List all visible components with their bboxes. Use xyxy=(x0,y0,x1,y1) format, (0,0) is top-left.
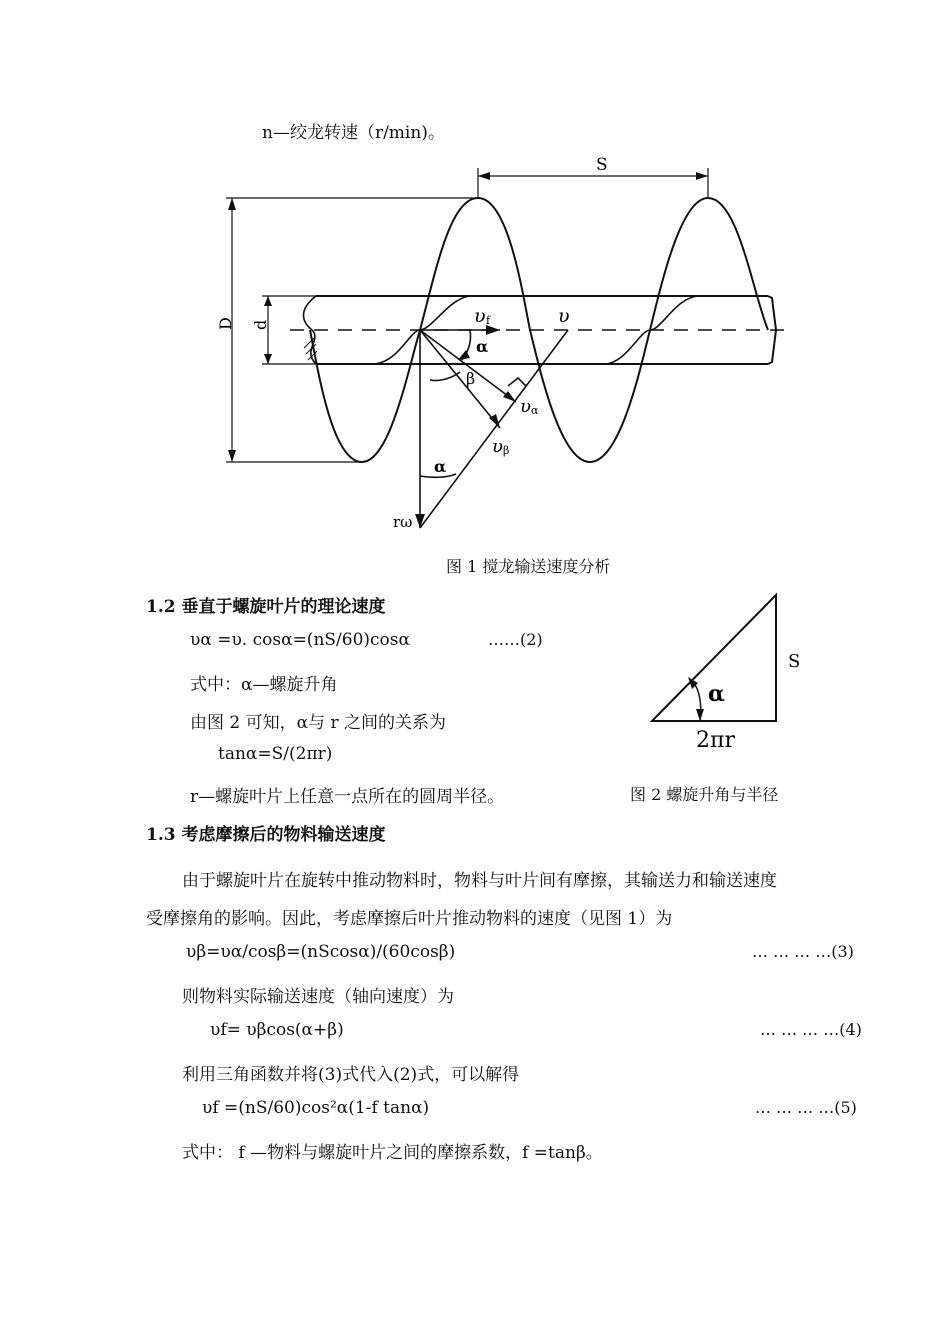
right-angle-mark xyxy=(508,378,526,386)
label-v-alpha-sub: α xyxy=(531,404,539,417)
axial-velocity-line: 则物料实际输送速度（轴向速度）为 xyxy=(182,987,454,1007)
label-D: D xyxy=(216,317,235,330)
equation-4: υf= υβcos(α+β) xyxy=(210,1020,344,1040)
fig2-label-alpha: α xyxy=(708,681,725,707)
figure-2-caption: 图 2 螺旋升角与半径 xyxy=(630,785,779,804)
label-vf-sub: f xyxy=(486,314,491,327)
para-1-line-2: 受摩擦角的影响。因此，考虑摩擦后叶片推动物料的速度（见图 1）为 xyxy=(146,909,673,929)
figure-1-caption: 图 1 搅龙输送速度分析 xyxy=(446,557,611,576)
label-S: S xyxy=(596,155,608,175)
equation-5: υf =(nS/60)cos²α(1-f tanα) xyxy=(202,1098,430,1118)
label-v-beta: υ xyxy=(492,436,503,457)
fig2-label-base: 2πr xyxy=(696,728,735,753)
figure-2-triangle xyxy=(640,585,840,760)
substitution-line: 利用三角函数并将(3)式代入(2)式，可以解得 xyxy=(182,1065,520,1085)
fig2-label-S: S xyxy=(788,651,801,672)
equation-2-number: ……(2) xyxy=(488,630,543,649)
vector-v-hyp xyxy=(420,330,568,528)
heading-1-3: 1.3 考虑摩擦后的物料输送速度 xyxy=(146,825,386,845)
label-d: d xyxy=(251,319,270,330)
figure-1-screw-diagram xyxy=(0,0,950,560)
helix-blade-lower-left xyxy=(362,330,420,462)
equation-5-number: … … … …(5) xyxy=(755,1098,857,1117)
label-v-beta-sub: β xyxy=(503,444,510,457)
label-v: υ xyxy=(558,305,570,327)
label-r-omega: rω xyxy=(393,513,413,531)
relation-line: 由图 2 可知，α与 r 之间的关系为 xyxy=(190,713,447,733)
label-alpha-upper: α xyxy=(476,337,489,356)
r-definition: r—螺旋叶片上任意一点所在的圆周半径。 xyxy=(190,787,505,807)
equation-2: υα =υ. cosα=(nS/60)cosα xyxy=(190,630,410,650)
equation-3: υβ=υα/cosβ=(nScosα)/(60cosβ) xyxy=(186,942,456,962)
label-vf: υ xyxy=(474,305,486,327)
alpha-definition: 式中：α—螺旋升角 xyxy=(190,675,338,695)
label-beta: β xyxy=(466,369,476,388)
vector-v-alpha xyxy=(420,330,516,402)
heading-1-2: 1.2 垂直于螺旋叶片的理论速度 xyxy=(146,597,386,617)
para-1-line-1: 由于螺旋叶片在旋转中推动物料时，物料与叶片间有摩擦，其输送力和输送速度 xyxy=(182,871,777,891)
friction-definition: 式中： f —物料与螺旋叶片之间的摩擦系数，f =tanβ。 xyxy=(182,1143,603,1163)
intro-line: n—绞龙转速（r/min)。 xyxy=(262,123,445,143)
label-v-alpha: υ xyxy=(520,396,531,417)
equation-4-number: … … … …(4) xyxy=(760,1020,862,1039)
label-alpha-lower: α xyxy=(434,457,447,476)
tan-alpha-equation: tanα=S/(2πr) xyxy=(218,744,333,764)
equation-3-number: … … … …(3) xyxy=(752,942,854,961)
